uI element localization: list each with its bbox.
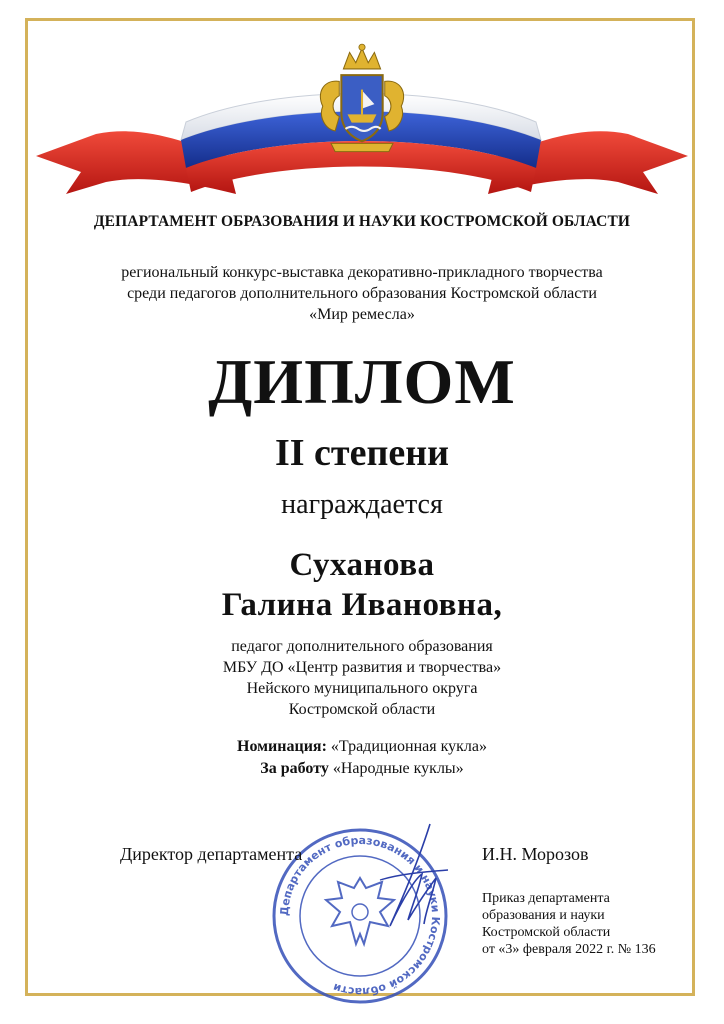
seal-text: Департамент образования и науки Костромской области	[277, 833, 443, 999]
diploma-degree: II степени	[274, 432, 450, 474]
order-line-1: Приказ департамента	[482, 891, 610, 906]
position-line-3: Нейского муниципального округа	[246, 680, 478, 697]
order-line-3: Костромской области	[482, 925, 611, 940]
coat-of-arms-icon	[300, 40, 424, 164]
work-value: «Народные куклы»	[332, 760, 464, 777]
work-label: За работу	[260, 760, 329, 777]
signatory-title: Директор департамента	[120, 844, 303, 864]
order-reference	[482, 890, 656, 958]
signatory-name: И.Н. Морозов	[482, 844, 589, 864]
nomination-value: «Традиционная кукла»	[330, 738, 487, 755]
signature-icon	[360, 816, 460, 936]
nomination-label: Номинация:	[237, 738, 327, 755]
nomination-line	[0, 736, 724, 758]
position-line-4: Костромской области	[288, 701, 436, 718]
contest-line-3: «Мир ремесла»	[309, 306, 415, 323]
order-line-2: образования и науки	[482, 908, 605, 923]
position-line-1: педагог дополнительного образования	[231, 638, 493, 655]
recipient-name	[0, 545, 724, 625]
position-line-2: МБУ ДО «Центр развития и творчества»	[222, 659, 502, 676]
contest-description	[0, 262, 724, 325]
awarded-text: награждается	[281, 489, 443, 520]
order-line-4: от «3» февраля 2022 г. № 136	[482, 942, 656, 957]
diploma-title: ДИПЛОМ	[208, 346, 516, 417]
department-name: ДЕПАРТАМЕНТ ОБРАЗОВАНИЯ И НАУКИ КОСТРОМСКОЙ ОБЛАСТИ	[93, 213, 631, 230]
recipient-position	[0, 636, 724, 720]
contest-line-1: региональный конкурс-выставка декоративно-прикладного творчества	[121, 264, 603, 281]
contest-line-2: среди педагогов дополнительного образования Костромской области	[127, 285, 597, 302]
work-line	[0, 758, 724, 780]
recipient-surname: Суханова	[289, 547, 435, 583]
recipient-given-names: Галина Ивановна,	[221, 587, 503, 623]
nomination-block	[0, 736, 724, 780]
